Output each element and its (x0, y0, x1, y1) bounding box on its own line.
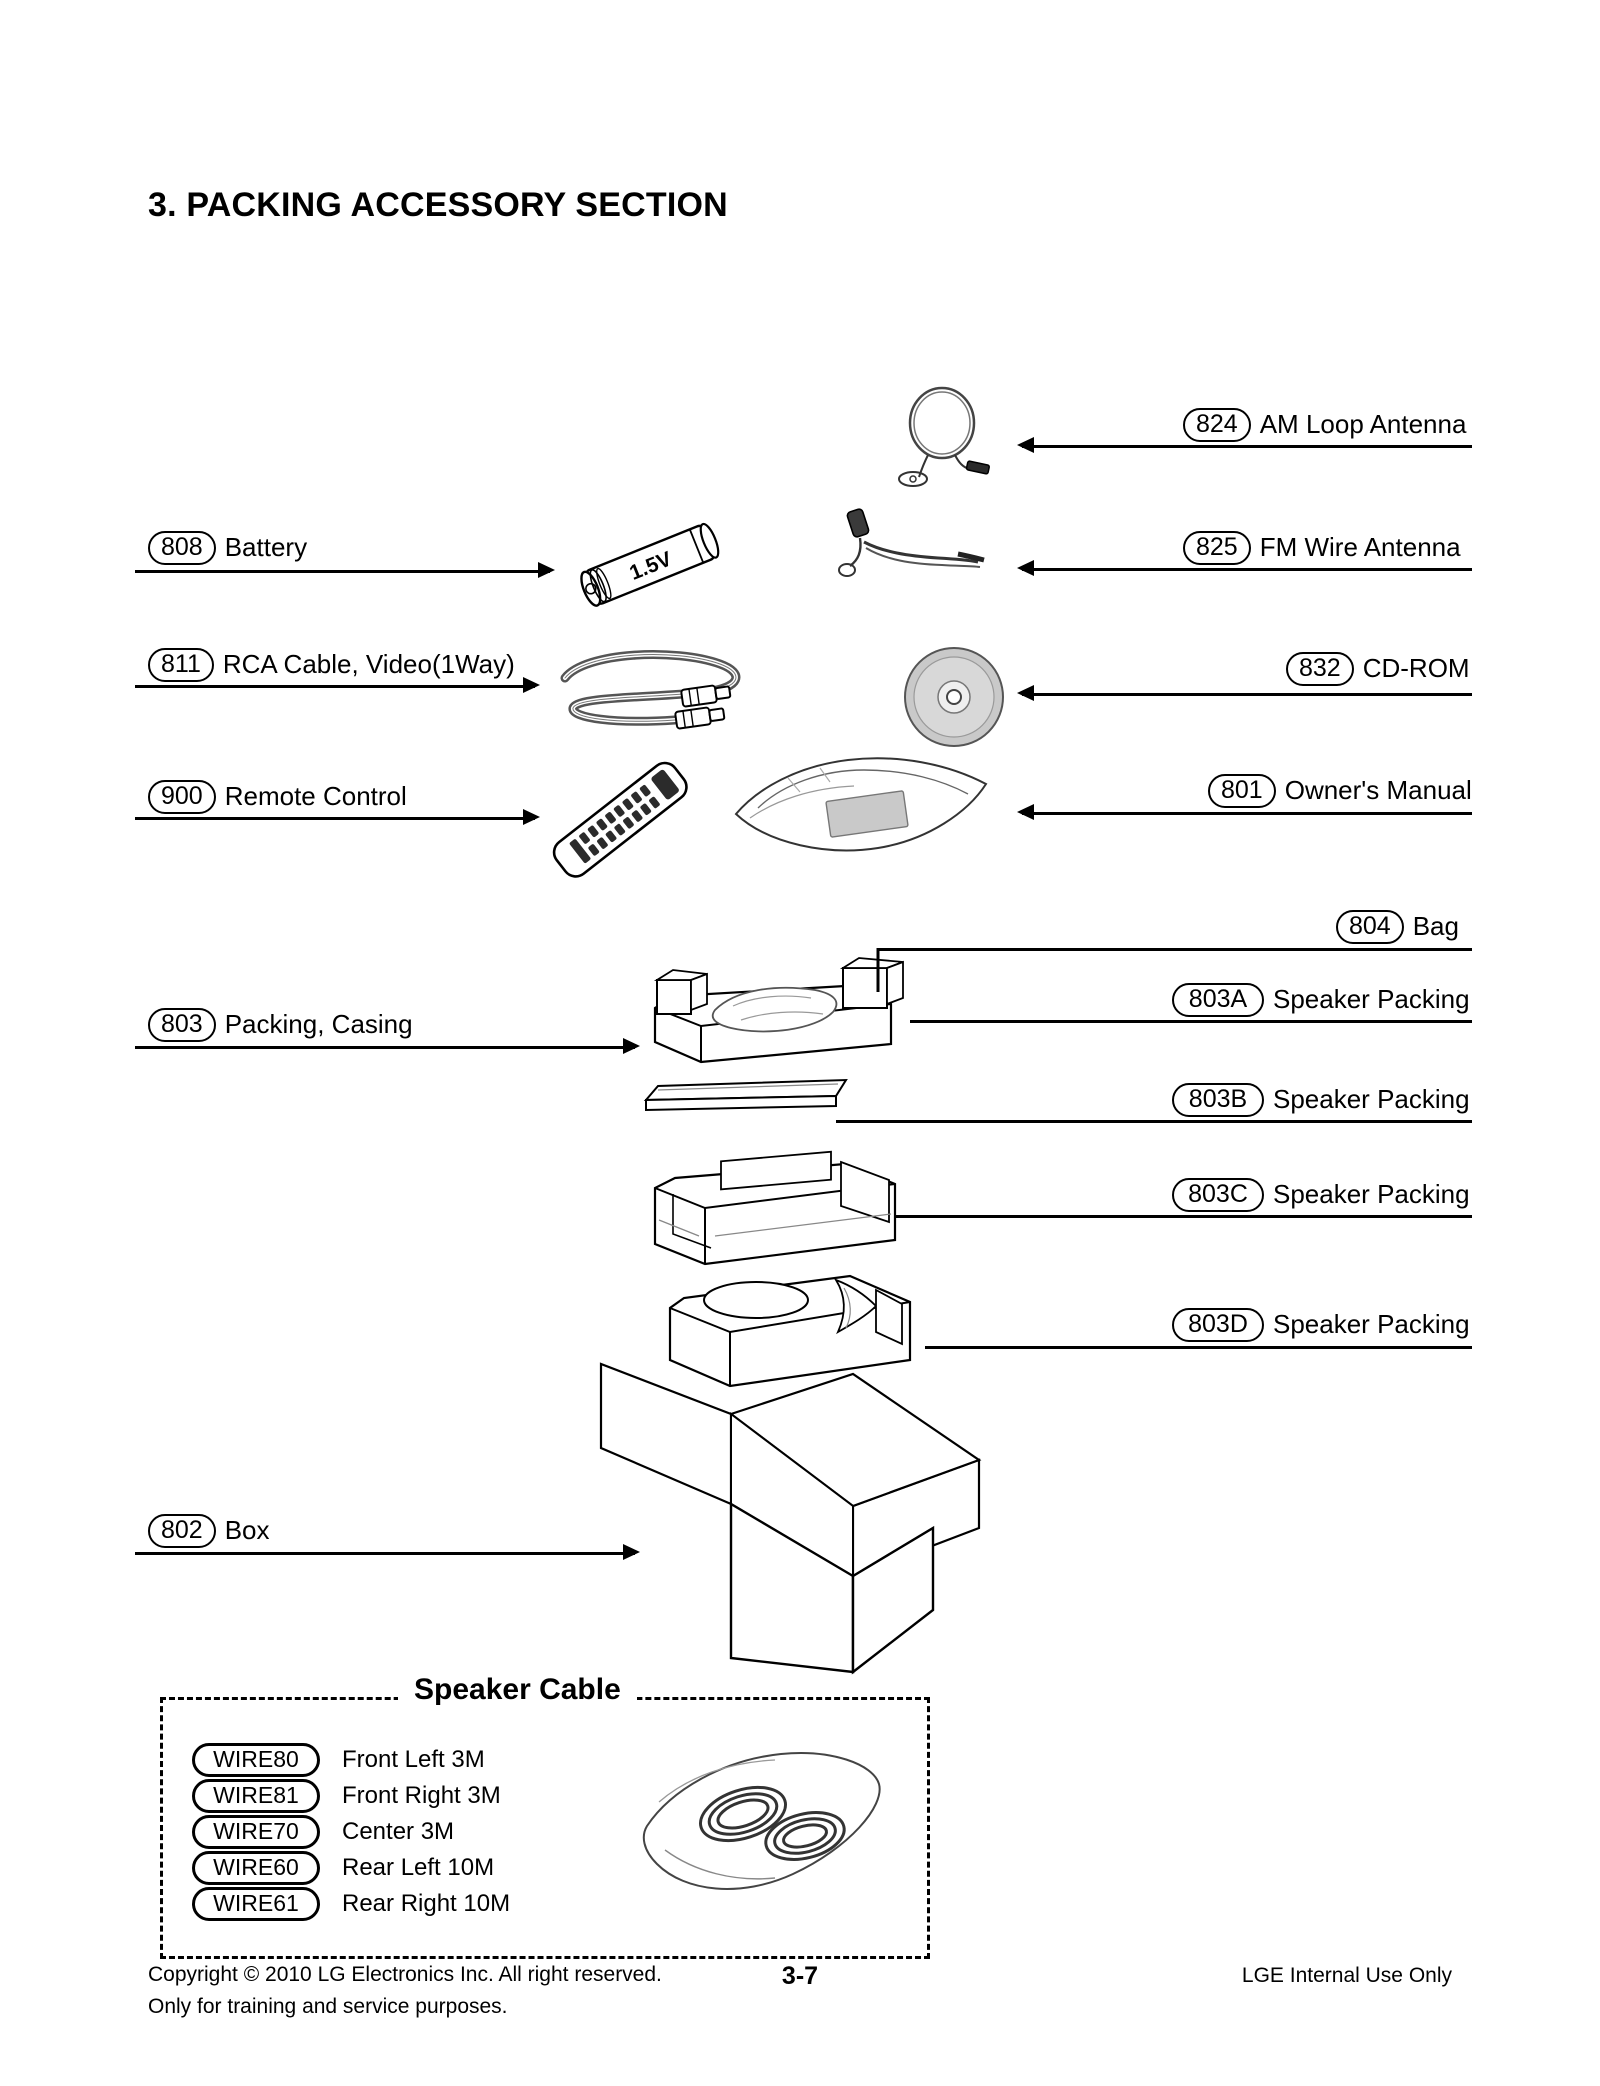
leader-arrow-803 (623, 1038, 640, 1054)
part-number-bubble: 803A (1172, 983, 1264, 1017)
leader-arrow-802 (623, 1544, 640, 1560)
part-label: AM Loop Antenna (1259, 409, 1467, 440)
svg-text:1.5V: 1.5V (626, 547, 676, 585)
part-number-bubble: 801 (1208, 774, 1276, 808)
callout-803C (1172, 1178, 1470, 1212)
callout-900 (148, 780, 407, 814)
leader-line-803B (836, 1120, 1472, 1123)
leader-line-900 (135, 817, 535, 820)
fm-wire-antenna-icon (838, 508, 988, 598)
part-label: RCA Cable, Video(1Way) (222, 649, 515, 680)
part-label: FM Wire Antenna (1259, 532, 1461, 563)
leader-line-808 (135, 570, 550, 573)
wire-row (192, 1887, 510, 1921)
speaker-packing-b-icon (640, 1078, 850, 1118)
wire-number-bubble: WIRE61 (192, 1887, 320, 1921)
leader-line-803 (135, 1046, 635, 1049)
part-label: Speaker Packing (1273, 1084, 1470, 1115)
callout-802 (148, 1514, 270, 1548)
leader-line-832 (1022, 693, 1472, 696)
wire-number-bubble: WIRE80 (192, 1743, 320, 1777)
part-number-bubble: 803C (1172, 1178, 1264, 1212)
leader-arrow-824 (1017, 437, 1034, 453)
callout-803 (148, 1008, 413, 1042)
am-loop-antenna-icon (895, 385, 1005, 485)
battery-icon (572, 518, 732, 610)
part-number-bubble: 803B (1172, 1083, 1264, 1117)
callout-803D (1172, 1308, 1470, 1342)
wire-row (192, 1743, 485, 1777)
page-number: 3-7 (781, 1962, 819, 1990)
part-label: CD-ROM (1362, 653, 1470, 684)
part-number-bubble: 900 (148, 780, 216, 814)
wire-number-bubble: WIRE70 (192, 1815, 320, 1849)
callout-832 (1286, 652, 1470, 686)
leader-line-802 (135, 1552, 635, 1555)
leader-line-804 (878, 948, 1472, 951)
part-label: Speaker Packing (1273, 1179, 1470, 1210)
box-icon (595, 1348, 985, 1673)
internal-use-notice: LGE Internal Use Only (1241, 1964, 1452, 1987)
leader-arrow-808 (538, 562, 555, 578)
leader-line-803D (925, 1346, 1472, 1349)
callout-803B (1172, 1083, 1470, 1117)
callout-811 (148, 648, 515, 682)
wire-label: Front Left 3M (342, 1746, 485, 1774)
wire-row (192, 1815, 454, 1849)
wire-label: Front Right 3M (342, 1782, 501, 1810)
callout-808 (148, 531, 307, 565)
leader-line-803C (895, 1215, 1472, 1218)
callout-825 (1183, 531, 1461, 565)
wire-label: Rear Left 10M (342, 1854, 495, 1882)
leader-arrow-825 (1017, 560, 1034, 576)
copyright-line-2: Only for training and service purposes. (148, 1994, 508, 2018)
leader-arrow-811 (523, 677, 540, 693)
leader-arrow-900 (523, 809, 540, 825)
leader-line-824 (1022, 445, 1472, 448)
wire-label: Rear Right 10M (342, 1890, 511, 1918)
part-number-bubble: 804 (1336, 910, 1404, 944)
part-label: Battery (224, 532, 308, 563)
owners-manual-icon (728, 748, 998, 860)
part-label: Owner's Manual (1284, 775, 1472, 806)
leader-arrow-832 (1017, 685, 1034, 701)
leader-line-811 (135, 685, 535, 688)
part-number-bubble: 808 (148, 531, 216, 565)
wire-row (192, 1851, 494, 1885)
leader-line-801 (1022, 812, 1472, 815)
part-label: Remote Control (224, 781, 407, 812)
leader-line-825 (1022, 568, 1472, 571)
speaker-packing-c-icon (645, 1148, 915, 1266)
part-number-bubble: 803 (148, 1008, 216, 1042)
part-number-bubble: 803D (1172, 1308, 1264, 1342)
wire-number-bubble: WIRE81 (192, 1779, 320, 1813)
part-number-bubble: 824 (1183, 408, 1251, 442)
remote-control-icon (560, 755, 690, 877)
leader-elbow-804 (872, 948, 884, 992)
page-title: 3. PACKING ACCESSORY SECTION (148, 186, 728, 224)
part-label: Box (224, 1515, 270, 1546)
wire-number-bubble: WIRE60 (192, 1851, 320, 1885)
cd-rom-icon (902, 645, 1006, 749)
wire-row (192, 1779, 501, 1813)
callout-803A (1172, 983, 1470, 1017)
part-number-bubble: 832 (1286, 652, 1354, 686)
copyright-line-1: Copyright © 2010 LG Electronics Inc. All right reserved. (148, 1963, 662, 1986)
leader-arrow-801 (1017, 804, 1034, 820)
part-label: Packing, Casing (224, 1009, 413, 1040)
part-number-bubble: 811 (148, 648, 214, 682)
speaker-cable-title: Speaker Cable (398, 1673, 637, 1707)
callout-801 (1208, 774, 1472, 808)
part-number-bubble: 825 (1183, 531, 1251, 565)
part-number-bubble: 802 (148, 1514, 216, 1548)
part-label: Speaker Packing (1273, 984, 1470, 1015)
part-label: Bag (1412, 911, 1459, 942)
rca-cable-icon (555, 638, 770, 738)
leader-line-803A (910, 1020, 1472, 1023)
callout-824 (1183, 408, 1466, 442)
callout-804 (1336, 910, 1459, 944)
part-label: Speaker Packing (1273, 1309, 1470, 1340)
wire-label: Center 3M (342, 1818, 455, 1846)
